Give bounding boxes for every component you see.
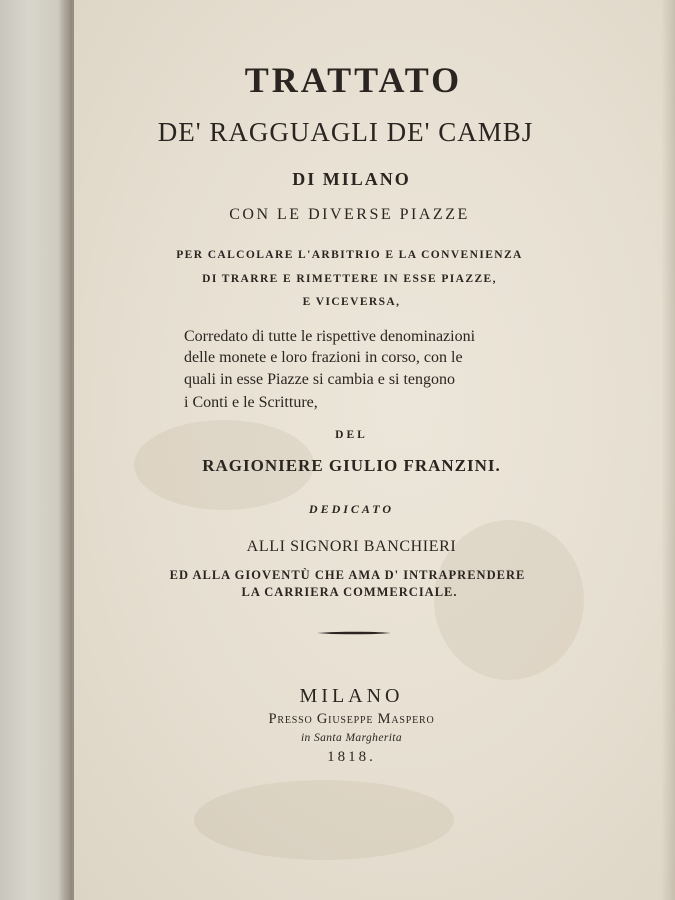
imprint-city: MILANO <box>299 685 404 707</box>
description-line-2: delle monete e loro frazioni in corso, con le <box>184 349 463 366</box>
book-title: TRATTATO <box>244 60 463 100</box>
imprint-publisher: Presso Giuseppe Maspero <box>268 711 435 727</box>
by-label: DEL <box>335 429 368 441</box>
purpose-line-2: DI TRARRE E RIMETTERE IN ESSE PIAZZE, <box>202 273 497 285</box>
dedication-label: DEDICATO <box>308 502 395 516</box>
purpose-line-3: E VICEVERSA, <box>302 296 401 308</box>
imprint-address: in Santa Margherita <box>300 732 403 744</box>
description-line-3: quali in esse Piazze si cambia e si tengono <box>184 371 456 388</box>
subtitle-line-3: CON LE DIVERSE PIAZZE <box>229 206 470 223</box>
description-line-4: i Conti e le Scritture, <box>184 394 318 411</box>
dedication-line-1: ALLI SIGNORI BANCHIERI <box>246 538 457 555</box>
ornamental-rule <box>317 631 391 635</box>
foxing-stain <box>194 780 454 860</box>
purpose-line-1: PER CALCOLARE L'ARBITRIO E LA CONVENIENZA <box>176 249 523 261</box>
imprint-year: 1818. <box>327 749 376 765</box>
dedication-line-3: LA CARRIERA COMMERCIALE. <box>241 585 458 599</box>
description-line-1: Corredato di tutte le rispettive denominazioni <box>184 328 476 345</box>
dedication-line-2: ED ALLA GIOVENTÙ CHE AMA D' INTRAPRENDERE <box>169 568 526 582</box>
subtitle-line-1: DE' RAGGUAGLI DE' CAMBJ <box>157 117 534 147</box>
author-name: RAGIONIERE GIULIO FRANZINI. <box>202 456 501 475</box>
subtitle-line-2: DI MILANO <box>292 169 411 189</box>
